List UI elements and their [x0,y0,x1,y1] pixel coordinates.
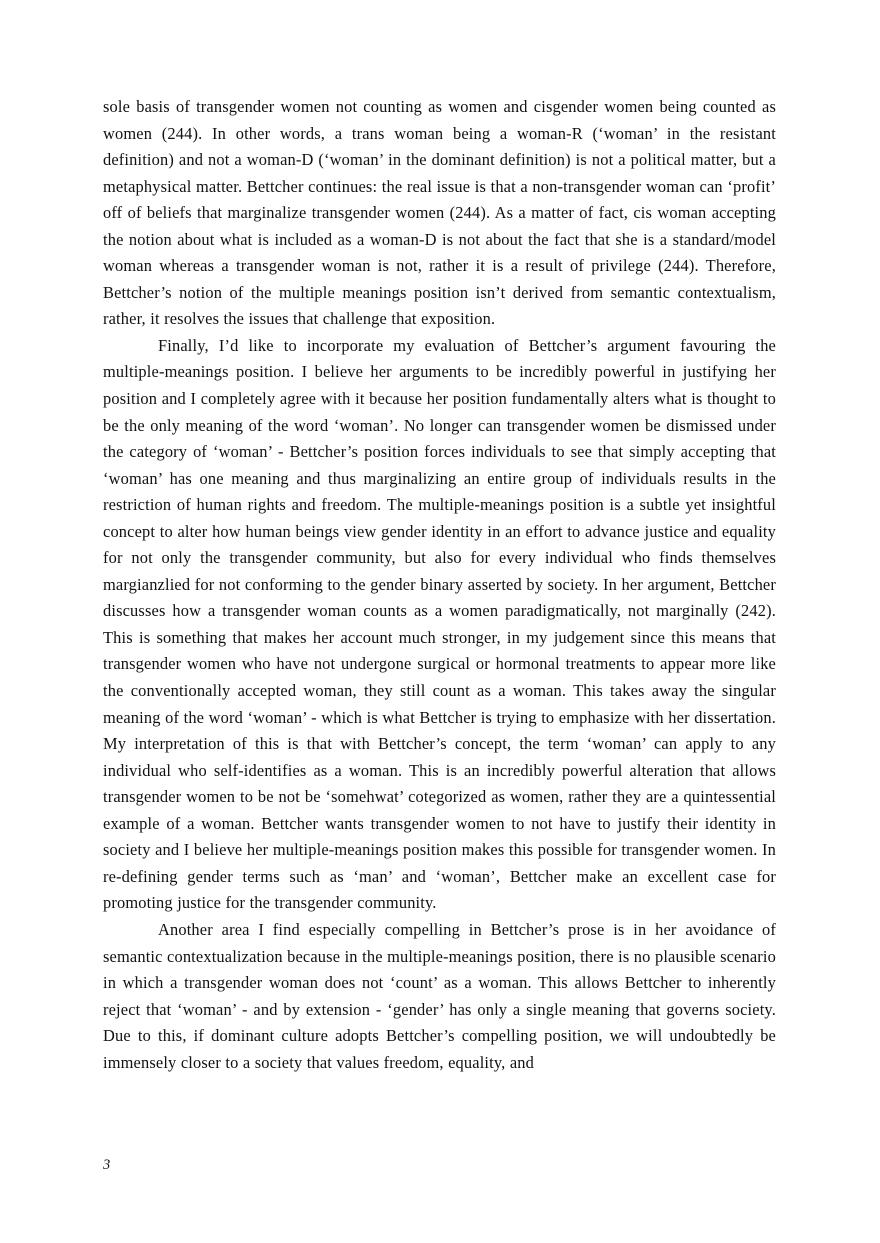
body-paragraph-1: sole basis of transgender women not counting as women and cisgender women being counted as women (244). In other words, a trans woman being a woman-R (‘woman’ in the resistant definition) and not a woman-D (‘woman’ in the dominant definition) is not a political matter, but a metaphysical matter. Bettcher continues: the real issue is that a non-transgender woman can ‘profit’ off of beliefs that marginalize transgender women (244). As a matter of fact, cis woman accepting the notion about what is included as a woman-D is not about the fact that she is a standard/model woman whereas a transgender woman is not, rather it is a result of privilege (244). Therefore, Bettcher’s notion of the multiple meanings position isn’t derived from semantic contextualism, rather, it resolves the issues that challenge that exposition. [103,97,776,329]
body-paragraph-2: Finally, I’d like to incorporate my evaluation of Bettcher’s argument favouring the multiple-meanings position. I believe her arguments to be incredibly powerful in justifying her position and I completely agree with it because her position fundamentally alters what is thought to be the only meaning of the word ‘woman’. No longer can transgender women be dismissed under the category of ‘woman’ - Bettcher’s position forces individuals to see that simply accepting that ‘woman’ has one meaning and thus marginalizing an entire group of individuals results in the restriction of human rights and freedom. The multiple-meanings position is a subtle yet insightful concept to alter how human beings view gender identity in an effort to advance justice and equality for not only the transgender community, but also for every individual who finds themselves margianzlied for not conforming to the gender binary asserted by society. In her argument, Bettcher discusses how a transgender woman counts as a women paradigmatically, not marginally (242). This is something that makes her account much stronger, in my judgement since this means that transgender women who have not undergone surgical or hormonal treatments to appear more like the conventionally accepted woman, they still count as a woman. This takes away the singular meaning of the word ‘woman’ - which is what Bettcher is trying to emphasize with her dissertation. My interpretation of this is that with Bettcher’s concept, the term ‘woman’ can apply to any individual who self-identifies as a woman. This is an incredibly powerful alteration that allows transgender women to be not be ‘somehwat’ cotegorized as women, rather they are a quintessential example of a woman. Bettcher wants transgender women to not have to justify their identity in society and I believe her multiple-meanings position makes this possible for transgender women. In re-defining gender terms such as ‘man’ and ‘woman’, Bettcher make an excellent case for promoting justice for the transgender community. [103,335,776,913]
body-text-column [103,94,776,1076]
body-paragraph-3: Another area I find especially compelling in Bettcher’s prose is in her avoidance of semantic contextualization because in the multiple-meanings position, there is no plausible scenario in which a transgender woman does not ‘count’ as a woman. This allows Bettcher to inherently reject that ‘woman’ - and by extension - ‘gender’ has only a single meaning that governs society. Due to this, if dominant culture adopts Bettcher’s compelling position, we will undoubtedly be immensely closer to a society that values freedom, equality, and [103,919,776,1072]
page-number: 3 [103,1157,111,1173]
